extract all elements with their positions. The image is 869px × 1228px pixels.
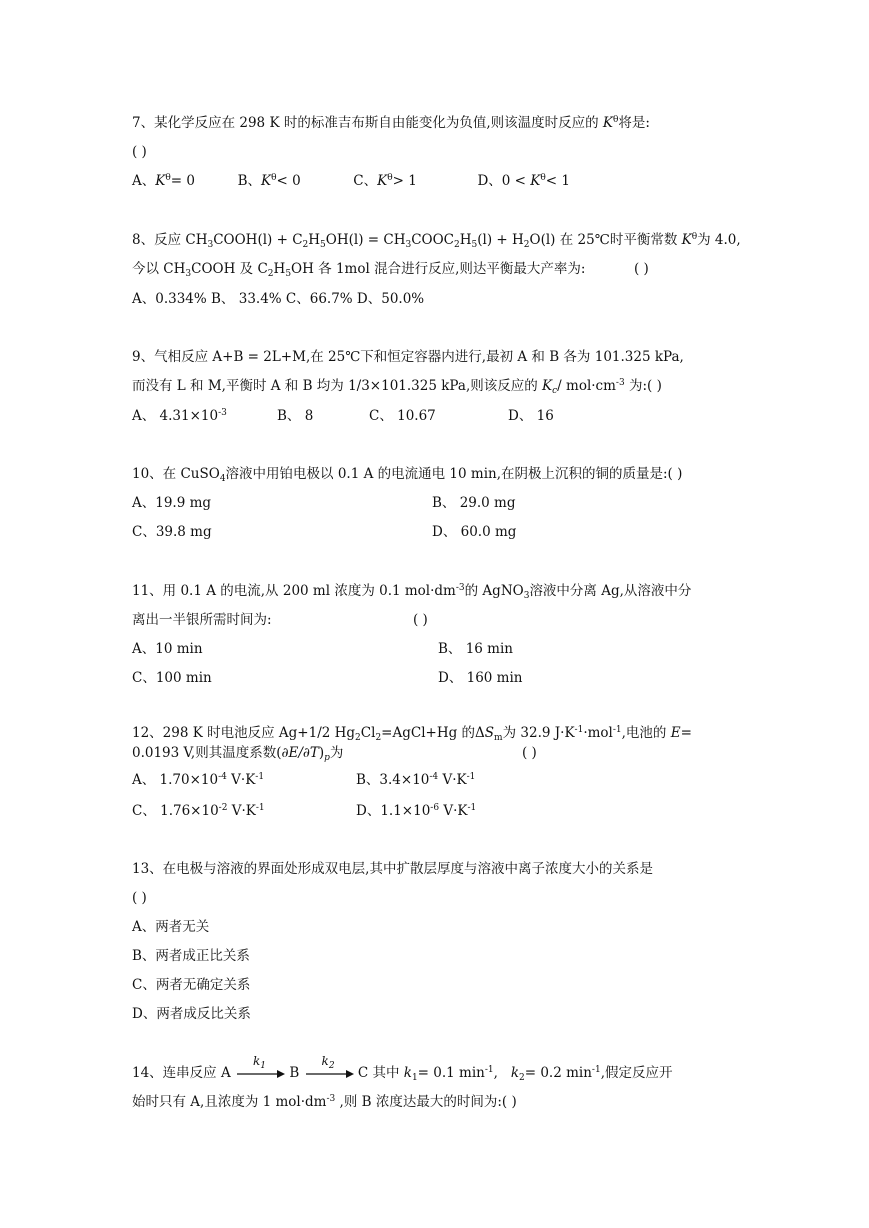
- q8-stem-line2: 今以 $CH_3COOH$ 及 $C_2H_5OH$ 各 1mol 混合进行反应,则达平衡最大产率为:: [132, 261, 586, 279]
- q9-stem-line1: 9、气相反应 A+B = 2L+M,在 25℃下和恒定容器内进行,最初 A 和 B 各为 101.325 kPa,: [132, 349, 684, 365]
- q9-option-d: D、 16: [508, 408, 554, 424]
- arrow-icon: [235, 1065, 285, 1083]
- q7-options: A、$K^\theta= 0$ B、$K^\theta< 0$ C、$K^\theta> 1$ D、$0 < K^\theta< 1$: [132, 173, 570, 189]
- q11-answer-paren: ( ): [413, 612, 428, 628]
- q9-stem-line2: 而没有 L 和 M,平衡时 A 和 B 均为 1/3×101.325 kPa,则该反应的 $K_c/$ $mol\cdot cm^{-3}$ 为:( ): [132, 378, 662, 396]
- q10-option-c: C、39.8 mg: [132, 524, 212, 540]
- q13-option-b: B、两者成正比关系: [132, 948, 250, 964]
- q10-option-b: B、 29.0 mg: [432, 495, 516, 511]
- q13-answer-paren: ( ): [132, 890, 147, 906]
- q11-stem-line2: 离出一半银所需时间为:: [132, 612, 272, 628]
- q8-options: A、0.334% B、 33.4% C、66.7% D、50.0%: [132, 291, 425, 307]
- q9-option-a: A、 $4.31\times 10^{-3}$: [132, 408, 227, 424]
- q12-option-a: A、 $1.70\times 10^{-4}$ $V\cdot K^{-1}$: [132, 772, 265, 788]
- q11-option-b: B、 16 min: [438, 641, 513, 657]
- q11-option-d: D、 160 min: [438, 670, 523, 686]
- q12-answer-paren: ( ): [522, 745, 537, 761]
- reaction-arrow-k1: $k_1$: [235, 1065, 285, 1083]
- q9-option-b: B、 8: [277, 408, 314, 424]
- q9-option-c: C、 10.67: [369, 408, 436, 424]
- q10-option-d: D、 60.0 mg: [432, 524, 517, 540]
- q8-stem-line1: 8、反应 $CH_3COOH(l) + C_2H_5OH(l)$ = $CH_3COOC_2H_5(l) + H_2O(l)$ 在 25℃时平衡常数 $K^\theta$为 4.0,: [132, 232, 741, 250]
- q14-stem-line1: 14、连串反应 A $k_1$ B $k_2$ C 其中 $k_1= 0.1$ $\min^{-1}$, $k_2= 0.2$ $\min^{-1}$,假定反应开: [132, 1053, 673, 1083]
- q12-stem-line2: 0.0193 V,则其温度系数$(\partial E/\partial T)_p$为: [132, 745, 344, 763]
- q12-option-d: D、$1.1\times 10^{-6}$ $V\cdot K^{-1}$: [356, 803, 477, 819]
- q7-stem: 7、某化学反应在 298 K 时的标准吉布斯自由能变化为负值,则该温度时反应的 $K^\theta$将是:: [132, 115, 650, 131]
- q11-stem-line1: 11、用 0.1 A 的电流,从 200 ml 浓度为 0.1 $mol\cdot dm^{-3}$的 AgNO$_3$溶液中分离 Ag,从溶液中分: [132, 583, 692, 601]
- q13-option-c: C、两者无确定关系: [132, 977, 251, 993]
- q13-stem: 13、在电极与溶液的界面处形成双电层,其中扩散层厚度与溶液中离子浓度大小的关系是: [132, 861, 653, 877]
- arrow-icon: [304, 1065, 354, 1083]
- q14-stem-line2: 始时只有 A,且浓度为 1 $mol\cdot dm^{-3}$ ,则 B 浓度达最大的时间为:( ): [132, 1094, 517, 1110]
- reaction-arrow-k2: $k_2$: [304, 1065, 354, 1083]
- q12-option-c: C、 $1.76\times 10^{-2}$ $V\cdot K^{-1}$: [132, 803, 265, 819]
- q10-stem: 10、在 CuSO$_4$溶液中用铂电极以 0.1 A 的电流通电 10 min,在阴极上沉积的铜的质量是:( ): [132, 466, 683, 484]
- q13-option-d: D、两者成反比关系: [132, 1006, 251, 1022]
- q13-option-a: A、两者无关: [132, 919, 210, 935]
- q8-answer-paren: ( ): [634, 261, 649, 277]
- q7-answer-paren: ( ): [132, 144, 147, 160]
- q12-option-b: B、$3.4\times 10^{-4}$ $V\cdot K^{-1}$: [356, 772, 476, 788]
- q12-stem-line1: 12、298 K 时电池反应 Ag+1/2 $Hg_2Cl_2=AgCl+Hg$ 的$\Delta S_m$为 32.9 $J\cdot K^{-1}\cdot mol^{-1}$,电池的 E=: [132, 725, 692, 743]
- q10-option-a: A、19.9 mg: [132, 495, 212, 511]
- q11-option-a: A、10 min: [132, 641, 203, 657]
- q11-option-c: C、100 min: [132, 670, 212, 686]
